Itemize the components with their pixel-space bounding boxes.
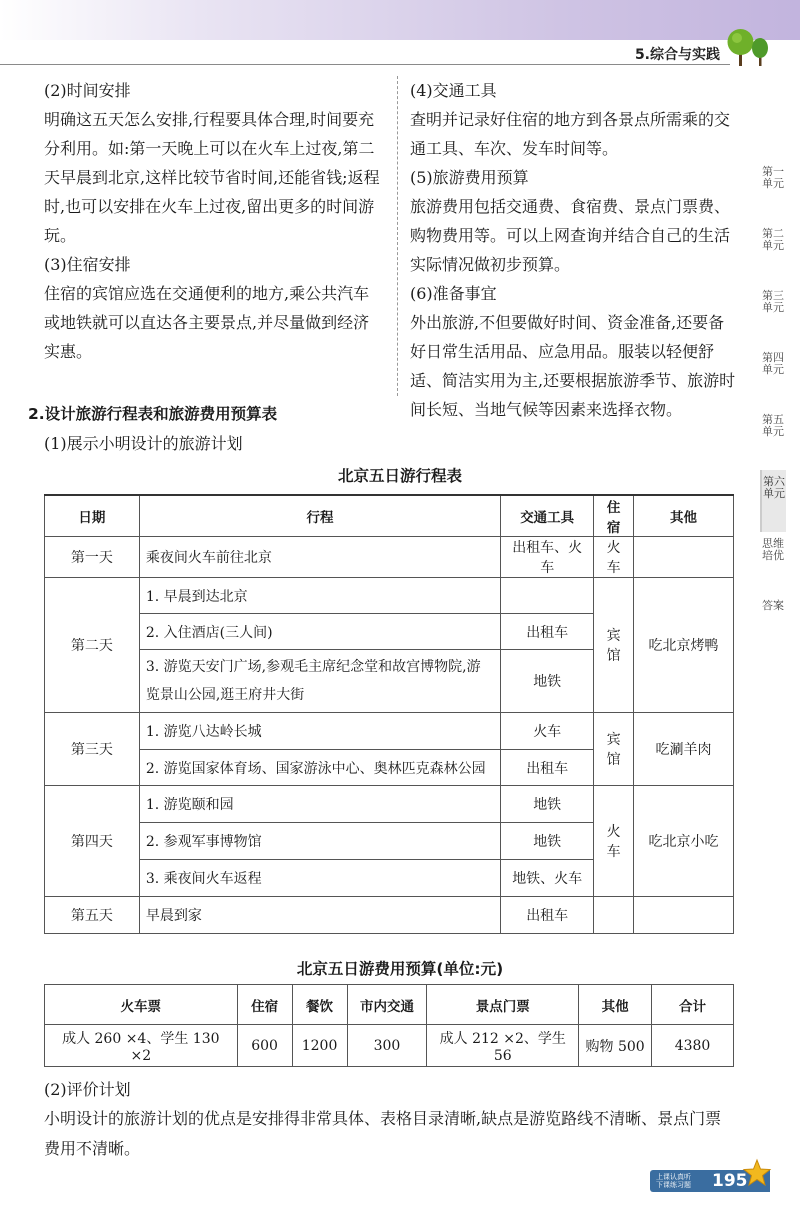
accommodation-text: 住宿的宾馆应选在交通便利的地方,乘公共汽车或地铁就可以直达各主要景点,并尽量做到经济实惠。 (44, 284, 370, 361)
tree-icon (724, 26, 772, 68)
budget-header-total: 合计 (652, 985, 734, 1025)
transport-cell: 地铁 (501, 823, 594, 860)
budget-title: 北京五日游费用预算(单位:元) (296, 960, 504, 978)
transport-cell: 出租车 (501, 614, 594, 650)
footer-tag (656, 1173, 706, 1189)
transport-cell: 火车 (501, 713, 594, 750)
transport-cell: 出租车 (501, 750, 594, 786)
column-divider (397, 76, 398, 396)
footer-tag-line2: 下课练习题 (656, 1181, 691, 1189)
date-cell: 第三天 (45, 713, 140, 786)
other-cell: 吃涮羊肉 (634, 713, 734, 786)
itinerary-table (44, 494, 734, 934)
plan-cell: 3. 游览天安门广场,参观毛主席纪念堂和故宫博物院,游览景山公园,逛王府井大街 (139, 650, 500, 713)
tab-answers[interactable]: 答案 (762, 599, 784, 612)
budget-heading: (5)旅游费用预算 (410, 168, 529, 187)
right-column (410, 76, 740, 424)
unit-tabs (752, 160, 800, 634)
itinerary-header-transport: 交通工具 (501, 495, 594, 537)
transport-text: 查明并记录好住宿的地方到各景点所需乘的交通工具、车次、发车时间等。 (410, 110, 731, 158)
budget-header-lodging: 住宿 (237, 985, 292, 1025)
footer-tag-line1: 上课认真听 (656, 1173, 691, 1181)
evaluation-text: 小明设计的旅游计划的优点是安排得非常具体、表格目录清晰,缺点是游览路线不清晰、景点门票费用不清晰。 (44, 1109, 722, 1158)
transport-cell: 出租车、火车 (501, 537, 594, 578)
header-rule (0, 64, 730, 65)
table-row (45, 1025, 734, 1067)
other-cell (634, 897, 734, 934)
plan-cell: 2. 游览国家体育场、国家游泳中心、奥林匹克森林公园 (139, 750, 500, 786)
budget-header-tickets: 景点门票 (427, 985, 579, 1025)
transport-heading: (4)交通工具 (410, 81, 497, 100)
table-row (45, 786, 734, 823)
section-title: 5.综合与实践 (634, 47, 720, 63)
other-cell: 吃北京小吃 (634, 786, 734, 897)
date-cell: 第一天 (45, 537, 140, 578)
tab-unit-4[interactable]: 第四单元 (762, 351, 784, 376)
itinerary-header-stay: 住宿 (594, 495, 634, 537)
time-arrangement-heading: (2)时间安排 (44, 81, 131, 100)
budget-tickets-value: 成人 212 ×2、学生 56 (427, 1025, 579, 1067)
plan-cell: 乘夜间火车前往北京 (139, 537, 500, 578)
plan-cell: 早晨到家 (139, 897, 500, 934)
time-arrangement-text: 明确这五天怎么安排,行程要具体合理,时间要充分利用。如:第一天晚上可以在火车上过夜,第二天早晨到北京,这样比较节省时间,还能省钱;返程时,也可以安排在火车上过夜,留出更多的时间游玩。 (44, 110, 380, 245)
page-number: 195 (712, 1171, 748, 1191)
budget-total-value: 4380 (652, 1025, 734, 1067)
plan-cell: 1. 游览颐和园 (139, 786, 500, 823)
plan-cell: 3. 乘夜间火车返程 (139, 860, 500, 897)
preparation-text: 外出旅游,不但要做好时间、资金准备,还要备好日常生活用品、应急用品。服装以轻便舒适、简洁实用为主,还要根据旅游季节、旅游时间长短、当地气候等因素来选择衣物。 (410, 313, 736, 419)
budget-train-value: 成人 260 ×4、学生 130 ×2 (45, 1025, 238, 1067)
budget-header-other: 其他 (579, 985, 652, 1025)
left-column (44, 76, 384, 366)
other-cell (634, 537, 734, 578)
budget-text: 旅游费用包括交通费、食宿费、景点门票费、购物费用等。可以上网查询并结合自己的生活实际情况做初步预算。 (410, 197, 731, 274)
budget-header-food: 餐饮 (292, 985, 347, 1025)
preparation-heading: (6)准备事宜 (410, 284, 497, 303)
itinerary-header-other: 其他 (634, 495, 734, 537)
section2-sub1: (1)展示小明设计的旅游计划 (44, 434, 243, 453)
table-row (45, 713, 734, 750)
itinerary-title: 北京五日游行程表 (337, 467, 462, 485)
stay-cell: 火车 (594, 537, 634, 578)
plan-cell: 2. 参观军事博物馆 (139, 823, 500, 860)
other-cell: 吃北京烤鸭 (634, 578, 734, 713)
budget-header-train: 火车票 (45, 985, 238, 1025)
plan-cell: 1. 早晨到达北京 (139, 578, 500, 614)
plan-cell: 2. 入住酒店(三人间) (139, 614, 500, 650)
tab-unit-1[interactable]: 第一单元 (762, 165, 784, 190)
budget-table (44, 984, 734, 1067)
tab-unit-6[interactable]: 第六单元 (760, 470, 786, 532)
date-cell: 第五天 (45, 897, 140, 934)
transport-cell: 地铁、火车 (501, 860, 594, 897)
date-cell: 第二天 (45, 578, 140, 713)
transport-cell: 地铁 (501, 786, 594, 823)
budget-food-value: 1200 (292, 1025, 347, 1067)
table-row (45, 578, 734, 614)
stay-cell: 宾馆 (594, 578, 634, 713)
accommodation-heading: (3)住宿安排 (44, 255, 131, 274)
stay-cell: 宾馆 (594, 713, 634, 786)
evaluation-heading: (2)评价计划 (44, 1080, 131, 1099)
tab-unit-2[interactable]: 第二单元 (762, 227, 784, 252)
tab-thinking[interactable]: 思维培优 (762, 537, 784, 562)
budget-other-value: 购物 500 (579, 1025, 652, 1067)
table-row (45, 897, 734, 934)
header-band (0, 0, 800, 40)
stay-cell (594, 897, 634, 934)
section2-heading: 2.设计旅游行程表和旅游费用预算表 (28, 405, 278, 423)
stay-cell: 火车 (594, 786, 634, 897)
plan-cell: 1. 游览八达岭长城 (139, 713, 500, 750)
tab-unit-3[interactable]: 第三单元 (762, 289, 784, 314)
transport-cell: 地铁 (501, 650, 594, 713)
itinerary-header-date: 日期 (45, 495, 140, 537)
table-row (45, 537, 734, 578)
transport-cell: 出租车 (501, 897, 594, 934)
date-cell: 第四天 (45, 786, 140, 897)
budget-lodging-value: 600 (237, 1025, 292, 1067)
budget-local-transport-value: 300 (347, 1025, 427, 1067)
transport-cell (501, 578, 594, 614)
star-icon (742, 1158, 772, 1188)
itinerary-header-plan: 行程 (139, 495, 500, 537)
budget-header-local-transport: 市内交通 (347, 985, 427, 1025)
tab-unit-5[interactable]: 第五单元 (762, 413, 784, 438)
